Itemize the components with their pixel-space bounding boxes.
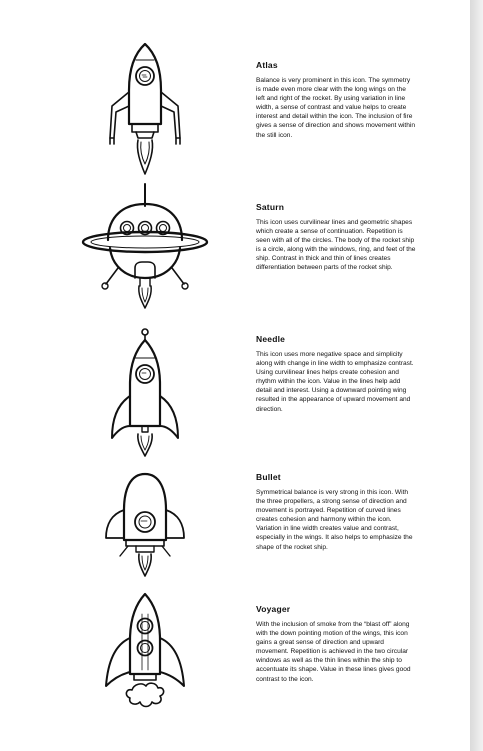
saturn-ship-icon: [80, 182, 210, 312]
icon-title: Saturn: [256, 202, 285, 212]
icon-text-block: [256, 202, 416, 273]
icon-title: Bullet: [256, 472, 281, 482]
icon-description: Symmetrical balance is very strong in this icon. With the three propellers, a strong sense of direction and movement is portrayed. Repetition of curved lines creates cohesion and harmony within the icon. Variation in line width creates value and contrast, especially in the wings. It also helps to emphasize the shape of the rocket ship.: [256, 489, 413, 551]
voyager-rocket-icon: [80, 590, 210, 710]
icon-entry-saturn: [0, 182, 470, 312]
needle-rocket-icon: [80, 326, 210, 458]
icon-entry-atlas: [0, 40, 470, 180]
icon-entry-voyager: [0, 590, 470, 710]
icon-entry-bullet: [0, 470, 470, 580]
page-shadow: [470, 0, 483, 751]
icon-description: Balance is very prominent in this icon. The symmetry is made even more clear with the long wings on the left and right of the rocket. By using variation in line width, a sense of contrast and value helps to create interest and detail within the icon. The inclusion of fire gives a sense of direction and shows movement within the still icon.: [256, 77, 416, 139]
icon-text-block: [256, 334, 416, 414]
icon-title: Voyager: [256, 604, 291, 614]
bullet-rocket-icon: [80, 470, 210, 580]
icon-description: With the inclusion of smoke from the “blast off” along with the down pointing motion of the wings, this icon gains a great sense of direction and upward movement. Repetition is achieved in the two circular windows as well as the thin lines within the ship to accentuate its shape. Value in these lines gives good contrast to the icon.: [256, 621, 411, 683]
atlas-rocket-icon: [80, 40, 210, 180]
icon-title: Needle: [256, 334, 286, 344]
icon-text-block: [256, 60, 416, 140]
icon-entry-needle: [0, 326, 470, 458]
icon-description: This icon uses more negative space and simplicity along with change in line width to emphasize contrast. Using curvilinear lines helps create cohesion and rhythm within the icon. Value in the lines help add detail and interest. Using a downward pointing wing resulted in the appearance of upward movement and direction.: [256, 351, 414, 413]
icon-text-block: [256, 604, 416, 684]
icon-description: This icon uses curvilinear lines and geometric shapes which create a sense of continuation. Repetition is seen with all of the circles. The body of the rocket ship is a circle, along with the windows, ring, and feet of the ship. Contrast in thick and thin of lines creates differentiation between parts of the rocket ship.: [256, 219, 416, 272]
icon-title: Atlas: [256, 60, 278, 70]
icon-text-block: [256, 472, 416, 552]
